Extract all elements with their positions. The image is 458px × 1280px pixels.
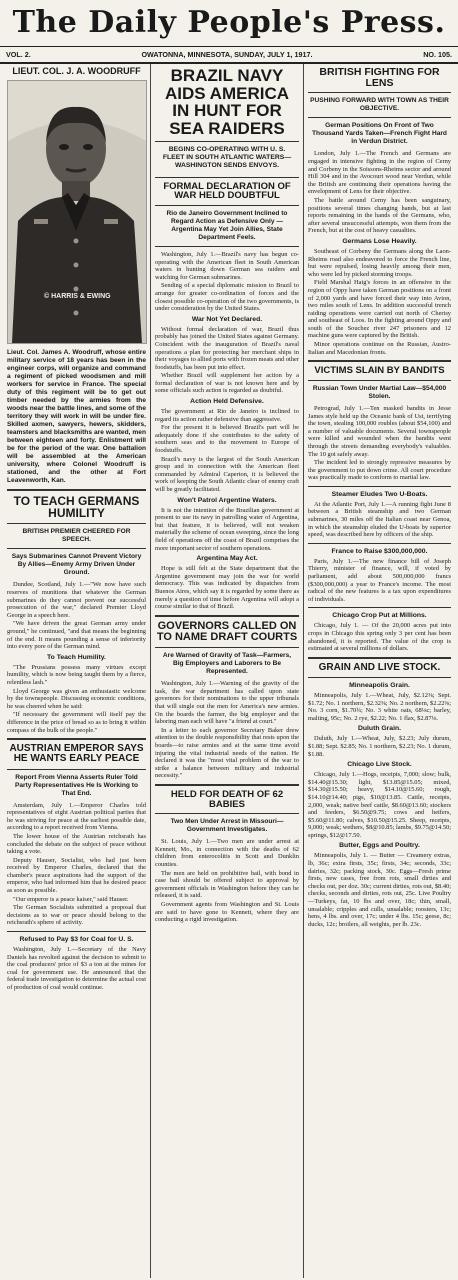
story-humility-deck: Says Submarines Cannot Prevent Victory By Allies—Enemy Army Driven Under Ground. [11, 553, 142, 577]
story-brazil-second-headline: FORMAL DECLARATION OF WAR HELD DOUBTFUL [163, 180, 291, 202]
story-steamer-headline: Steamer Eludes Two U-Boats. [331, 490, 428, 498]
story-governors-paragraph: Washington, July 1.—Warning of the gravity of the task, the war department has called upon state governors for their nominations to the upper tribunals that will single out the men for America's new armies. On the boards the farmer, the big employer and the laboring man each will have "a friend at court." [155, 680, 299, 726]
market-section-title: Duluth Grain. [357, 725, 402, 733]
portrait-photo [7, 80, 147, 344]
story-governors-headline: GOVERNORS CALLED ON TO NAME DRAFT COURTS [156, 619, 298, 643]
columns [3, 64, 455, 1278]
story-brazil-sidehead: Won't Patrol Argentine Waters. [177, 496, 277, 504]
story-lens-paragraph: Southeast of Corbeny the Germans along the Laon-Rheims road also endeavored to force the French line, but were repulsed, losing heavily among their men, who were led by picked storming troops. [308, 247, 451, 278]
column-3 [304, 64, 455, 1278]
market-report: Minneapolis, July 1. — Butter — Creamery extras, lb, 36c; extra firsts, 35c; firsts, 34c; seconds, 33c; dairies, 32c; packing stock, 30c. Eggs—Fresh prime firsts, new cases, free from rots, small dirties and checks out, per doz. 30c; current dirties, rots out, $8.40; checks, seconds and dirties, rots out, 25c. Live Poultry—Turkeys, fat, 10 lbs and over, 18c; thin, small, unsalable; cripples and culls, unsalable; roosters, 13c; hens, 4 lbs. and over, 17c; under 4 lbs. 15c; geese, 8c; ducks, 12c; broilers, all weights, per lb. 23c. [308, 852, 451, 928]
story-brazil-sidehead: Argentina May Act. [196, 555, 258, 563]
photo-caption: Lieut. Col. James A. Woodruff, whose entire military service of 18 years has been in the engineer corps, will organize and command a regiment of picked woodsmen and mill workers for service in France. The special duty of this regiment will be to get out timber needed by the armies from the woods near the battle lines, and some of the territory they will work in will be under fire. Skilled axmen, sawyers, hewers, skidders, teamsters and blacksmiths are wanted, men between eighteen and forty. Enlistment will be for the period of the war. One battalion will be assembled at the American university, where Colonel Woodruff is stationed, and the other at Fort Leavenworth, Kan. [7, 349, 146, 484]
dateline-bar [0, 47, 458, 64]
story-lens-paragraph: The battle around Cerny has been sanguinary, positions several times changing hands, but at last reports remaining in the hands of the Germans, who, after several unsuccessful attempts, won them from the French, but at the cost of heavy casualties. [308, 196, 451, 235]
story-coal-paragraph: Washington, July 1.—Secretary of the Navy Daniels has revolted against the decision to submit to the coal producers' price of $3 a ton at the mines for coal for government use. He announced that the federal trade investigation to determine the actual cost of production of coal would continue. [7, 946, 146, 991]
story-france-headline: France to Raise $300,000,000. [331, 547, 428, 555]
story-babies-paragraph: Government agents from Washington and St. Louis are said to have gone to Kennett, where they are conducting a rigid investigation. [155, 901, 299, 924]
story-brazil-sidehead: War Not Yet Declared. [191, 315, 263, 323]
story-bandits-paragraph: Petrograd, July 1.—Ten masked bandits in Jesse James style held up the Oceanic bank of Ust, terrifying the town, stealing 100,000 roubles (about $54,100) and a number of valuable documents. Several townspeople were killed and wounded when the bandits went through the streets demanding everybody's valuables. The 10 got safely away. [308, 404, 451, 458]
story-austria-headline: AUSTRIAN EMPEROR SAYS HE WANTS EARLY PEACE [9, 743, 144, 765]
story-brazil-subhead: BEGINS CO-OPERATING WITH U. S. FLEET IN SOUTH ATLANTIC WATERS—WASHINGTON SENDS ENVOYS. [162, 146, 292, 170]
story-governors-paragraph: In a letter to each governor Secretary Baker drew attention to the double responsibility that rests upon the boards—to raise armies and at the same time avoid injuring the vital industrial needs of the nation. He declared it was the "most vital problem of the war to strike a balance between military and industrial necessity." [155, 726, 299, 780]
photo-credit: © HARRIS & EWING [44, 293, 111, 300]
story-brazil-paragraph: The government at Rio de Janeiro is inclined to regard its action rather defensive than aggressive. [155, 408, 299, 423]
story-humility-paragraph: Dundee, Scotland, July 1.—"We now have such reserves of munitions that whatever the German submarines do they cannot prevent our successful prosecution of the war," declared Premier Lloyd George in a speech here. [7, 581, 146, 619]
story-humility-headline: TO TEACH GERMANS HUMILITY [13, 494, 140, 521]
story-brazil-paragraph: Whether Brazil will supplement her action by a formal declaration of war is not known here and by some officials such action is regarded as doubtful. [155, 372, 299, 395]
issue-number: NO. 105. [423, 50, 452, 59]
story-brazil-sidehead: Action Held Defensive. [190, 398, 264, 406]
story-babies-paragraph: The men are held on prohibitive bail, with bond in case bail should be offered subject to approval by government officials in Washington before they can be released, it is said. [155, 869, 299, 900]
story-babies-deck: Two Men Under Arrest in Missouri—Government Investigates. [170, 818, 284, 834]
story-babies-paragraph: St. Louis, July 1.—Two men are under arrest at Kennett, Mo., in connection with the deaths of 62 children from enterocolitis in Scott and Dunklin counties. [155, 838, 299, 869]
story-france-paragraph: Paris, July 1.—The new finance bill of Joseph Thierry, minister of finance, will, if voted by parliament, add about 500,000,000 francs ($300,000,000) a year to France's income. The most radical of the new features is a tax upon expenditures of individuals. [308, 557, 451, 603]
newspaper-title: The Daily People's Press. [12, 5, 446, 40]
photo-title: LIEUT. COL. J. A. WOODRUFF [12, 66, 141, 76]
story-governors-deck: Are Warned of Gravity of Task—Farmers, Big Employers and Laborers to Be Represented. [162, 652, 292, 676]
story-brazil-paragraph: Hope is still felt at the State department that the Argentine government may join the war for world democracy. This was indicated by dispatches from Buenos Aires, which say it is regarded by some there as merely a question of time before Argentina will adopt a course similar to that of Brazil. [155, 565, 299, 611]
market-report: Minneapolis, July 1.—Wheat, July, $2.12⅜; Sept. $1.72; No. 1 northern, $2.32⅜; No. 2 northern, $2.22⅜; No. 3 corn, $1.70¾; No. 3 white oats, 68⅛c; barley, malting, 95c; No. 2 rye, $2.22; No. 1 flax, $2.87⅛. [308, 691, 451, 722]
story-humility-paragraph: "The Prussians possess many virtues except humility, which is now being taught them by a fierce, relentless lash." [7, 663, 146, 686]
story-brazil-paragraph: Without formal declaration of war, Brazil thus probably has joined the United States against Germany. Coincident with the inauguration of Brazil's naval operations a plan for protecting her merchant ships in their voyages to allied ports with frozen meats and other foodstuffs, has been put into effect. [155, 325, 299, 371]
story-babies-headline: HELD FOR DEATH OF 62 BABIES [170, 788, 284, 810]
volume-label: VOL. 2. [6, 50, 31, 59]
story-coal-headline: Refused to Pay $3 for Coal for U. S. [19, 936, 134, 944]
story-brazil-paragraph: It is not the intention of the Brazilian government at present to use its navy in patrolling water of Argentina, but that feature, it is believed, will not weaken materially the scheme of ocean sweeping, since the long field of operations off the coast of Brazil comprises the more important sector of southern operations. [155, 506, 299, 552]
portrait-illustration [8, 81, 146, 343]
column-2 [151, 64, 304, 1278]
story-lens-paragraph: Minor operations continue on the Russian, Austro-Italian and Macedonian fronts. [308, 341, 451, 356]
story-brazil-paragraph: For the present it is believed Brazil's part will be adequately done if she contributes to the safety of southern seas and to the movement to Europe of foodstuffs. [155, 424, 299, 455]
market-report: Duluth, July 1.—Wheat, July, $2.23; July durum, $1.88; Sept. $2.85; No. 1 northern, $2.23; No. 1 durum, $1.88. [308, 735, 451, 758]
story-humility-paragraph: "If necessary the government will itself pay the difference in the price of bread so as to bring it within compass of the bulk of the people." [7, 711, 146, 734]
story-brazil-paragraph: Sending of a special diplomatic mission to Brazil to arrange for greater co-ordination of forces and the closest possible co-operation of the two governments, is under consideration by the United States. [155, 282, 299, 313]
story-brazil-deck: Rio de Janeiro Government Inclined to Regard Action as Defensive Only —Argentina May Yet Join Allies, State Department Feels. [166, 209, 288, 241]
story-steamer-paragraph: At the Atlantic Port, July 1.—A running fight June 8 between a British steamship and two German submarines, 30 miles off the Italian coast near Genoa, in which the steamship eluded the U-boats by superior speed, was described here by officers of the ship. [308, 500, 451, 539]
story-austria-paragraph: Deputy Hauser, Socialist, who had just been received by Emperor Charles, declared that the chamber's peace aspirations had the support of the emperor, who had informed him that he desired peace as soon as possible. [7, 856, 146, 895]
markets-headline: GRAIN AND LIVE STOCK. [318, 661, 441, 673]
story-humility-paragraph: "We have driven the great German army under ground," he continued, "and that means the beginning of the end. It means pounding a sense of inferiority into every pore of the German mind. [7, 620, 146, 651]
story-austria-paragraph: The lower house of the Austrian reichsrath has concluded the debate on the subject of peace without taking a vote. [7, 832, 146, 856]
story-austria-paragraph: Amsterdam, July 1.—Emperor Charles told representatives of eight Austrian political parties that he was striving for peace at the earliest possible date, according to a report received from Vienna. [7, 801, 146, 832]
story-lens-sidehead: Germans Lose Heavily. [342, 237, 417, 245]
story-lens-paragraph: London, July 1.—The French and Germans are engaged in intensive fighting in the region of Cerny and Corbeny in the Soissons-Rheims sector and around Hill 304 and in the Avocourt wood near Verdun, while the British are continuing their operations having the envelopment of Lens for their objective. [308, 150, 451, 196]
market-report: Chicago, July 1.—Hogs, receipts, 7,000; slow; bulk, $14.40@15.30; light, $13.85@15.05; mixed, $14.30@15.50; heavy, $14.10@15.60; rough, $14.10@14.40; pigs, $10@13.85. Cattle, receipts, 2,000, weak; native beef cattle, $8.60@13.60; stockers and feeders, $6.50@9.75; cows and heifers, $5.60@11.80; calves, $10.50@15.25. Sheep, receipts, 9,000; weak; wethers, $8@10.85; lambs, $9.75@14.50; springs, $12@17.50. [308, 771, 451, 839]
market-section-title: Chicago Live Stock. [347, 761, 412, 769]
market-section-title: Minneapolis Grain. [349, 681, 410, 689]
story-humility-paragraph: Lloyd George was given an enthusiastic welcome by the townspeople. Discussing economic conditions, he was cheered when he said: [7, 687, 146, 710]
story-humility-sidehead: To Teach Humility. [47, 653, 106, 661]
story-bandits-paragraph: The incident led to strongly repressive measures by the government to put down crime. All court procedure was practically made to conform to martial law. [308, 459, 451, 482]
story-austria-paragraph: The German Socialists submitted a proposal that decisions as to war or peace should belong to the reichsrath's sphere of activity. [7, 904, 146, 927]
story-austria-paragraph: "Our emperor is a peace kaiser," said Hauser. [13, 895, 129, 903]
market-section-title: Butter, Eggs and Poultry. [339, 842, 420, 850]
story-brazil-headline: BRAZIL NAVY AIDS AMERICA IN HUNT FOR SEA RAIDERS [164, 66, 290, 138]
story-bandits-headline: VICTIMS SLAIN BY BANDITS [314, 365, 445, 377]
column-1 [3, 64, 151, 1278]
story-lens-deck: German Positions On Front of Two Thousand Yards Taken—French Fight Hard in Verdun District. [312, 122, 447, 146]
story-chicago-crop-headline: Chicago Crop Put at Millions. [332, 612, 427, 620]
story-brazil-paragraph: Washington, July 1.—Brazil's navy has begun co-operating with the American fleet in South American waters in hunting down German sea raiders and watching for German submarines. [155, 250, 299, 281]
story-humility-subhead: BRITISH PREMIER CHEERED FOR SPEECH. [22, 528, 131, 544]
dateline: OWATONNA, MINNESOTA, SUNDAY, JULY 1, 1917. [141, 50, 313, 59]
story-lens-headline: BRITISH FIGHTING FOR LENS [319, 66, 440, 89]
story-lens-subhead: PUSHING FORWARD WITH TOWN AS THEIR OBJECTIVE. [310, 97, 449, 113]
story-lens-paragraph: Field Marshal Haig's forces in an offensive in the region of Oppy have taken German positions on a front of 2,000 yards and have forced their way into Avion, two miles south of Lens. In addition successful trench raiding operations were carried out north of Cherisy and southeast of Loos. In the fighting around Oppy and south of the Souchez river 247 prisoners and 12 machine guns were captured by the British. [308, 279, 451, 340]
story-chicago-crop-paragraph: Chicago, July 1. — Of the 20,000 acres put into crops in Chicago this spring only 3 per cent has been abandoned, it is reported. The value of the crop is estimated at several millions of dollars. [308, 622, 451, 653]
story-brazil-paragraph: Brazil's navy is the largest of the South American group and in connection with the American fleet commanded by Admiral Caperton, it is believed the work of keeping the South Atlantic clear of enemy craft will be greatly facilitated. [155, 455, 299, 494]
story-austria-deck: Report From Vienna Asserts Ruler Told Party Representatives He Is Working to That End. [14, 773, 138, 797]
masthead [0, 0, 458, 47]
story-bandits-deck: Russian Town Under Martial Law—$54,000 Stolen. [312, 384, 447, 400]
